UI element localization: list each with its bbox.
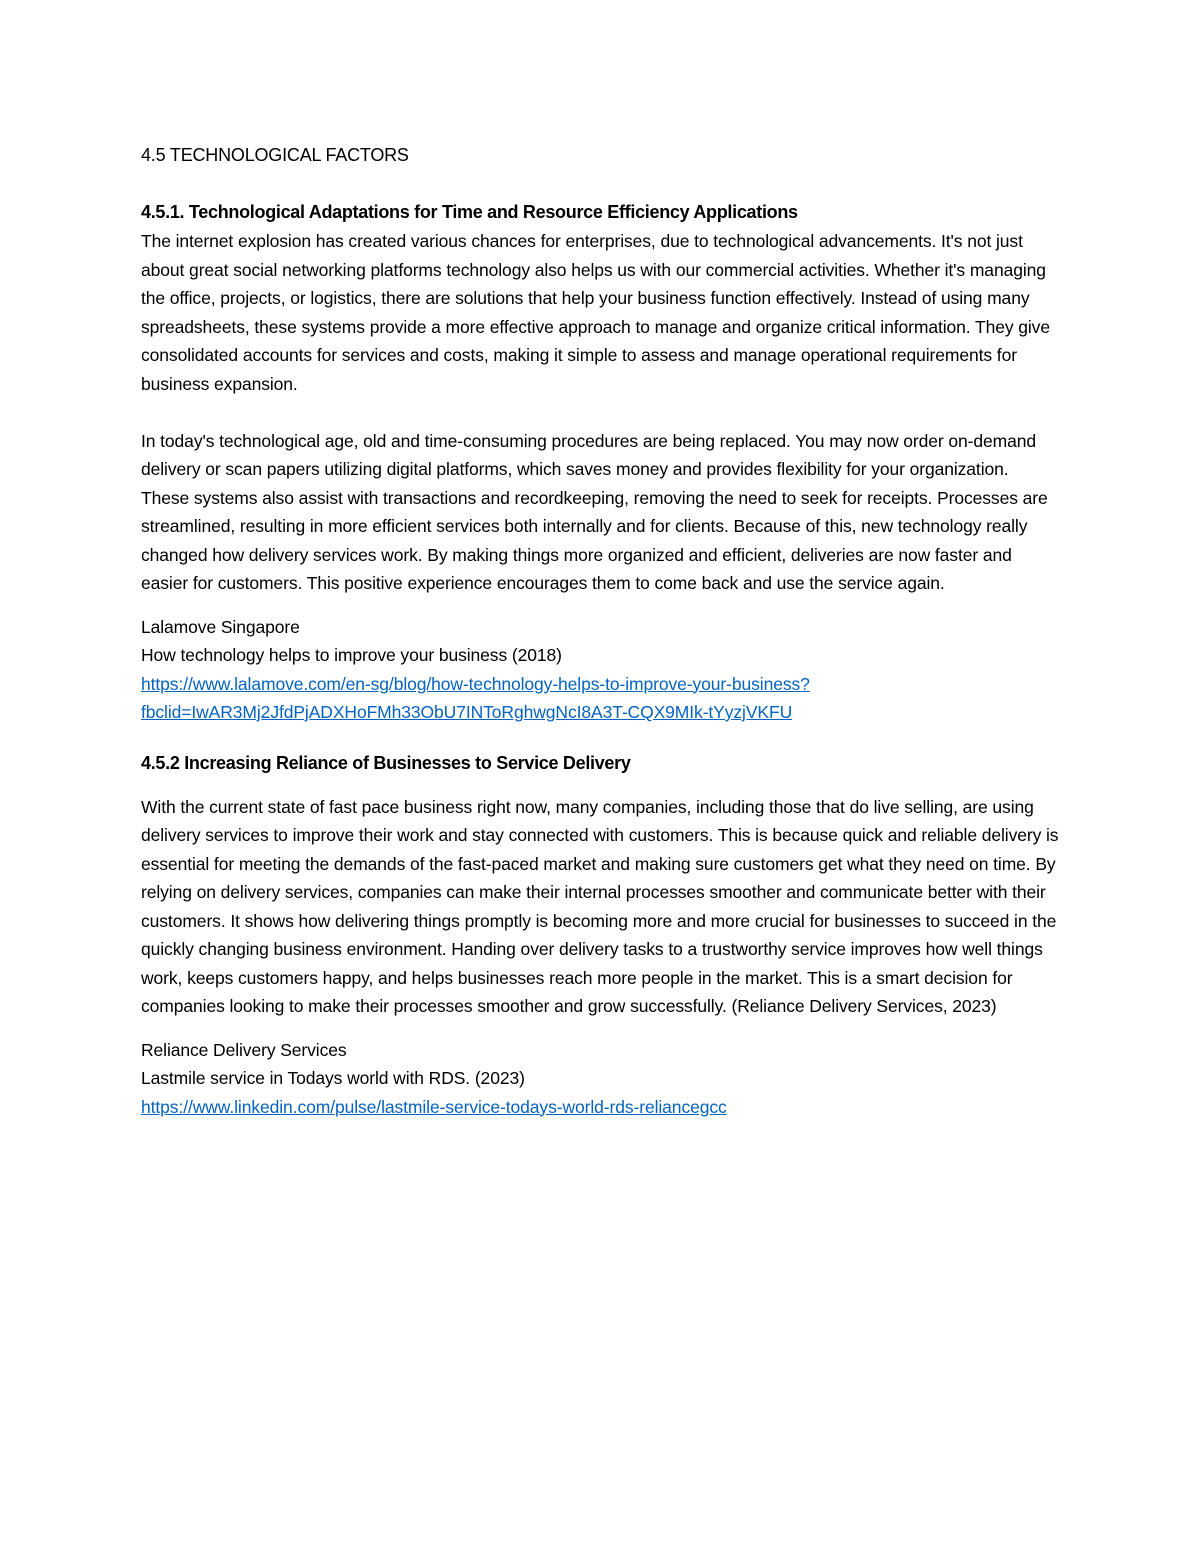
reference-title: Lastmile service in Todays world with RDS. (2023) [141, 1068, 525, 1088]
section-heading-4-5-1: 4.5.1. Technological Adaptations for Time and Resource Efficiency Applications [141, 202, 798, 222]
reference-link-line-1[interactable]: https://www.lalamove.com/en-sg/blog/how-technology-helps-to-improve-your-business? [141, 673, 810, 694]
section-4-5-2-paragraph-1: With the current state of fast pace business right now, many companies, including those that do live selling, are using delivery services to improve their work and stay connected with customers. This is because quick and reliable delivery is essential for meeting the demands of the fast-paced market and making sure customers get what they need on time. By relying on delivery services, companies can make their internal processes smoother and communicate better with their customers. It shows how delivering things promptly is becoming more and more crucial for businesses to succeed in the quickly changing business environment. Handing over delivery tasks to a trustworthy service improves how well things work, keeps customers happy, and helps businesses reach more people in the market. This is a smart decision for companies looking to make their processes smoother and grow successfully. (Reliance Delivery Services, 2023) [141, 796, 1059, 1016]
page-title: 4.5 TECHNOLOGICAL FACTORS [141, 145, 409, 165]
section-heading-4-5-2: 4.5.2 Increasing Reliance of Businesses to Service Delivery [141, 752, 631, 773]
reference-link-line-1[interactable]: https://www.linkedin.com/pulse/lastmile-service-todays-world-rds-reliancegcc [141, 1096, 727, 1117]
spacer [141, 598, 1061, 613]
reference-author: Reliance Delivery Services [141, 1039, 347, 1060]
reference-reliance [141, 1036, 1061, 1122]
reference-title: How technology helps to improve your business (2018) [141, 645, 562, 665]
section-4-5-1-paragraph-2: In today's technological age, old and time-consuming procedures are being replaced. You may now order on-demand delivery or scan papers utilizing digital platforms, which saves money and provides flexibility for your organization. These systems also assist with transactions and recordkeeping, removing the need to seek for receipts. Processes are streamlined, resulting in more efficient services both internally and for clients. Because of this, new technology really changed how delivery services work. By making things more organized and efficient, deliveries are now faster and easier for customers. This positive experience encourages them to come back and use the service again. [141, 430, 1048, 593]
spacer [141, 1021, 1061, 1036]
reference-lalamove [141, 613, 1061, 727]
reference-author: Lalamove Singapore [141, 616, 300, 637]
spacer [141, 398, 1061, 427]
section-4-5-1-paragraph-1: The internet explosion has created various chances for enterprises, due to technological advancements. It's not just about great social networking platforms technology also helps us with our commercial activities. Whether it's managing the office, projects, or logistics, there are solutions that help your business function effectively. Instead of using many spreadsheets, these systems provide a more effective approach to manage and organize critical information. They give consolidated accounts for services and costs, making it simple to assess and manage operational requirements for business expansion. [141, 231, 1050, 394]
reference-link-line-2[interactable]: fbclid=IwAR3Mj2JfdPjADXHoFMh33ObU7INToRghwgNcI8A3T-CQX9MIk-tYyzjVKFU [141, 702, 793, 722]
reference-url [141, 670, 941, 727]
spacer [141, 778, 1061, 793]
spacer [141, 727, 1061, 748]
document-content [141, 140, 1061, 1121]
spacer [141, 170, 1061, 197]
reference-url [141, 1093, 941, 1122]
